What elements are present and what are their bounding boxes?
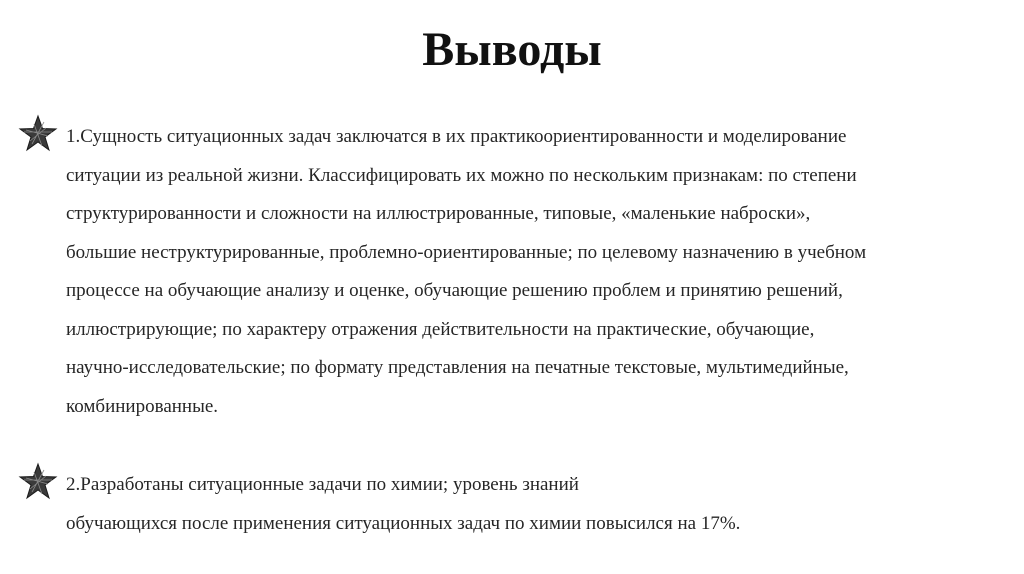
star-bullet-icon (18, 114, 58, 152)
bullet-line: комбинированные. (66, 395, 219, 417)
bullet-line: большие неструктурированные, проблемно-ориентированные; по целевому назначению в учебном (66, 241, 867, 263)
bullet-line: ситуации из реальной жизни. Классифицировать их можно по нескольким признакам: по степени (66, 164, 857, 186)
slide-title: Выводы (422, 23, 602, 76)
star-bullet-icon (18, 462, 58, 500)
bullet-line: научно-исследовательские; по формату представления на печатные текстовые, мультимедийные, (66, 357, 849, 378)
bullet-line: процессе на обучающие анализу и оценке, обучающие решению проблем и принятию решений, (66, 280, 843, 301)
bullet-line: иллюстрирующие; по характеру отражения действительности на практические, обучающие, (66, 318, 815, 340)
bullet-line: обучающихся после применения ситуационных задач по химии повысился на 17%. (66, 512, 741, 534)
bullet-text-1 (66, 118, 986, 426)
bullet-line: 2.Разработаны ситуационные задачи по химии; уровень знаний (66, 474, 579, 495)
bullet-line: 1.Сущность ситуационных задач заключатся в их практикоориентированности и моделирование (66, 126, 847, 147)
bullet-line: структурированности и сложности на иллюстрированные, типовые, «маленькие наброски», (66, 203, 811, 224)
bullet-text-2 (66, 466, 986, 543)
